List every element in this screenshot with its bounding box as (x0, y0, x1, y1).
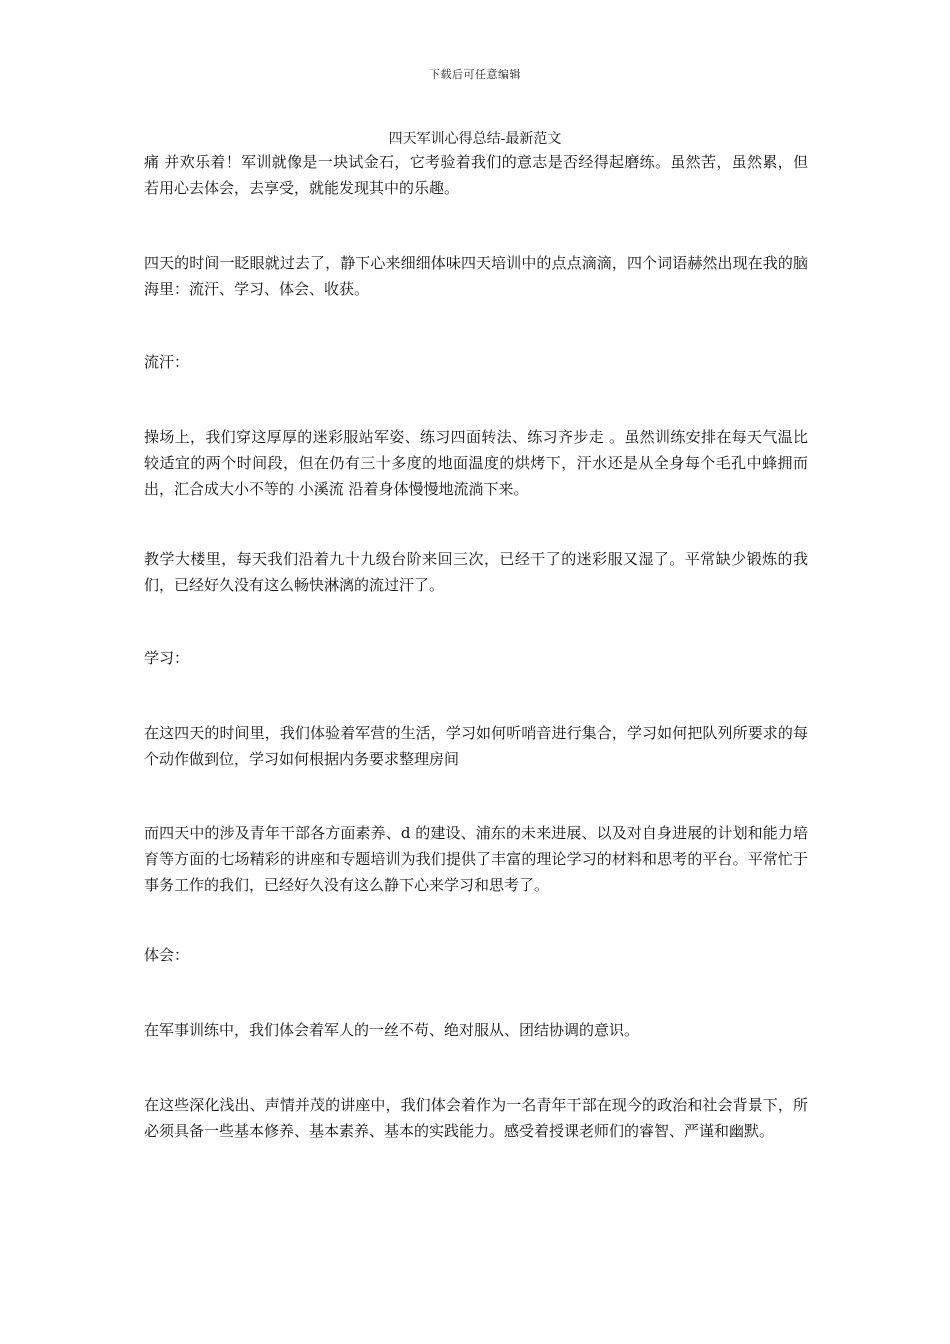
document-title: 四天军训心得总结-最新范文 (388, 131, 562, 147)
section-heading: 学习： (144, 649, 190, 667)
section-heading: 体会： (144, 946, 190, 964)
paragraph: 四天的时间一眨眼就过去了，静下心来细细体味四天培训中的点点滴滴，四个词语赫然出现在我的脑海里：流汗、学习、体会、收获。 (144, 254, 808, 298)
paragraph: 痛 并欢乐着！军训就像是一块试金石，它考验着我们的意志是否经得起磨练。虽然苦，虽然累，但若用心去体会，去享受，就能发现其中的乐趣。 (144, 153, 808, 197)
paragraph: 而四天中的涉及青年干部各方面素养、d 的建设、浦东的未来进展、以及对自身进展的计划和能力培育等方面的七场精彩的讲座和专题培训为我们提供了丰富的理论学习的材料和思考的平台。平常忙于事务工作的我们，已经好久没有这么静下心来学习和思考了。 (144, 824, 808, 894)
paragraph: 在军事训练中，我们体会着军人的一丝不苟、绝对服从、团结协调的意识。 (144, 1021, 640, 1039)
paragraph: 在这些深化浅出、声情并茂的讲座中，我们体会着作为一名青年干部在现今的政治和社会背景下，所必须具备一些基本修养、基本素养、基本的实践能力。感受着授课老师们的睿智、严谨和幽默。 (144, 1096, 808, 1140)
header-note: 下载后可任意编辑 (429, 68, 521, 81)
paragraph: 在这四天的时间里，我们体验着军营的生活，学习如何听哨音进行集合，学习如何把队列所要求的每个动作做到位，学习如何根据内务要求整理房间 (144, 724, 808, 768)
paragraph: 操场上，我们穿这厚厚的迷彩服站军姿、练习四面转法、练习齐步走 。虽然训练安排在每天气温比较适宜的两个时间段，但在仍有三十多度的地面温度的烘烤下，汗水还是从全身每个毛孔中蜂拥而出，汇合成大小不等的 小溪流 沿着身体慢慢地流淌下来。 (144, 428, 808, 498)
section-heading: 流汗： (144, 353, 190, 371)
paragraph: 教学大楼里，每天我们沿着九十九级台阶来回三次，已经干了的迷彩服又湿了。平常缺少锻炼的我们，已经好久没有这么畅快淋漓的流过汗了。 (144, 550, 808, 594)
